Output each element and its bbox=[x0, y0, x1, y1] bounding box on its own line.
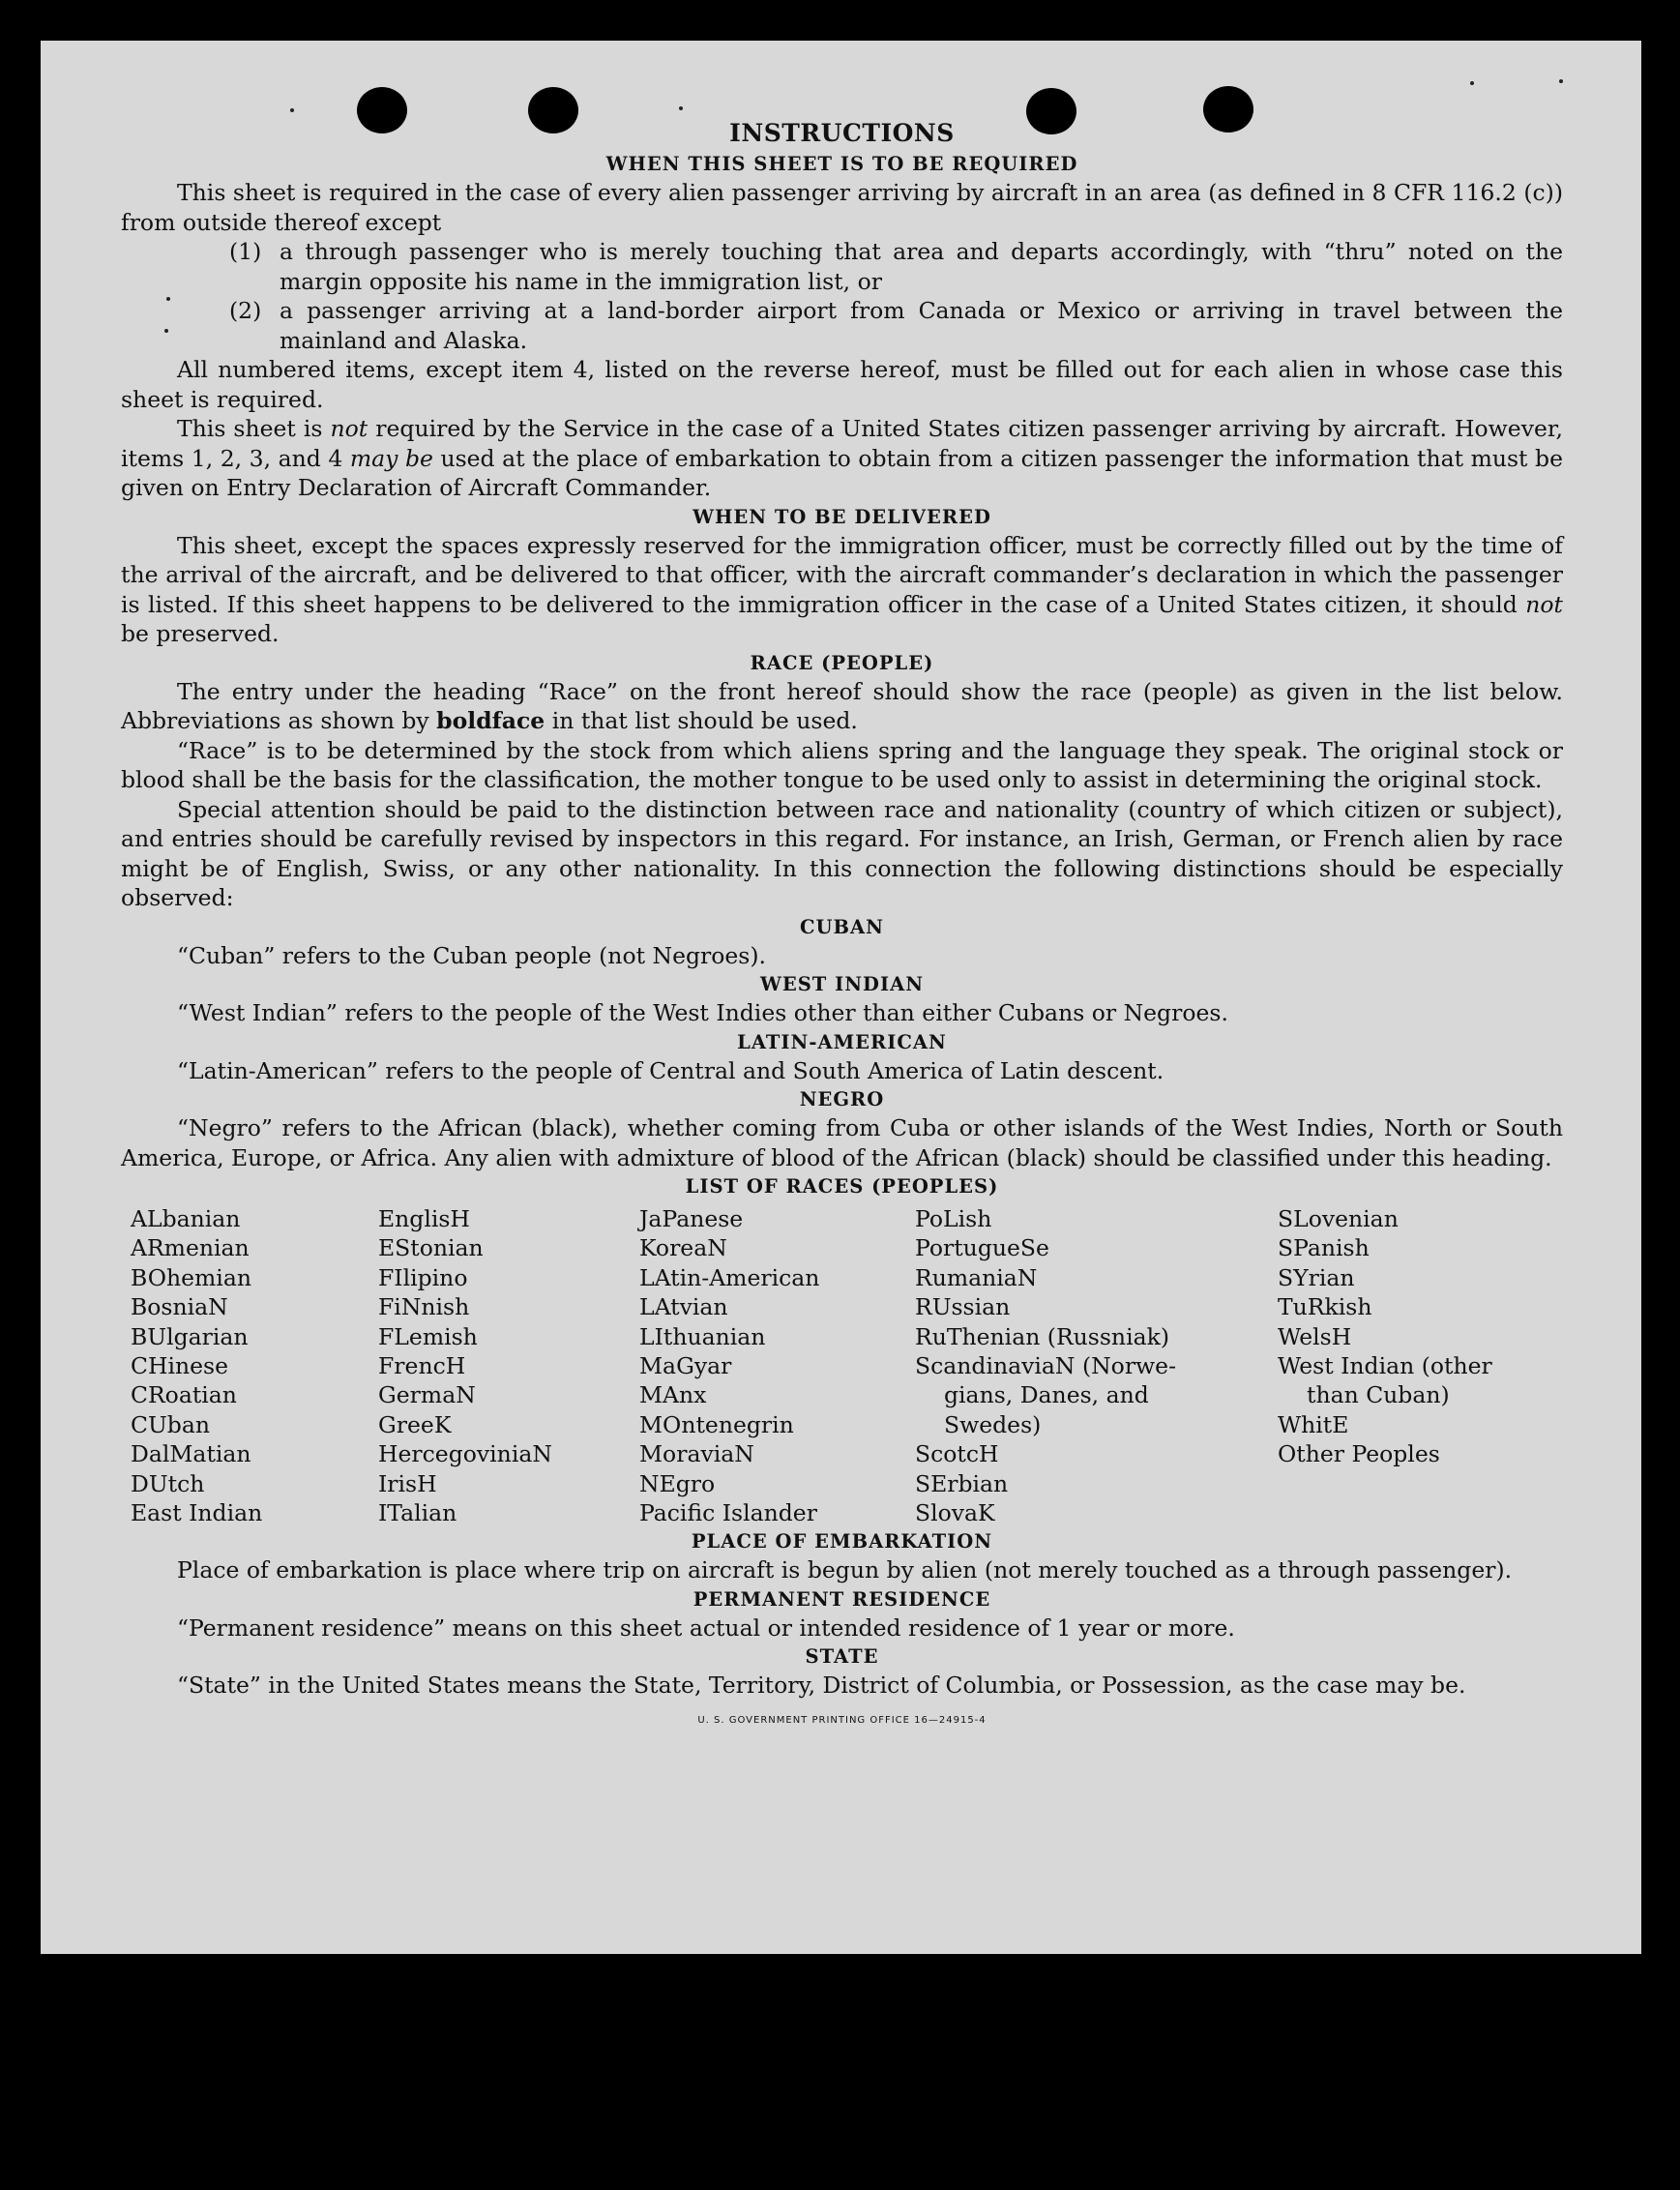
race-entry: MoraviaN bbox=[639, 1440, 754, 1468]
race-entry: NEgro bbox=[639, 1469, 716, 1497]
race-entry: SPanish bbox=[1278, 1234, 1370, 1262]
speck bbox=[1559, 79, 1563, 83]
race-entry: WelsH bbox=[1278, 1322, 1352, 1350]
paragraph-latin-american: “Latin-American” refers to the people of Central and South America of Latin descent. bbox=[177, 1056, 1164, 1084]
race-entry: ARmenian bbox=[131, 1234, 250, 1262]
race-entry: IrisH bbox=[378, 1469, 437, 1497]
heading-race: RACE (PEOPLE) bbox=[750, 651, 934, 674]
paragraph-negro: “Negro” refers to the African (black), whether coming from Cuba or other islands of the West Indies, North or South America, Europe, or Africa. Any alien with admixture of blood of the African (black) should be classified under this heading. bbox=[121, 1114, 1563, 1171]
heading-permanent-residence: PERMANENT RESIDENCE bbox=[693, 1587, 991, 1611]
race-entry: ScotcH bbox=[915, 1440, 999, 1468]
heading-state: STATE bbox=[805, 1645, 879, 1669]
race-entry: SLovenian bbox=[1278, 1205, 1399, 1232]
race-entry: RuThenian (Russniak) bbox=[915, 1322, 1169, 1350]
race-entry: PortugueSe bbox=[915, 1234, 1049, 1262]
paragraph-race-entry: The entry under the heading “Race” on the front hereof should show the race (people) as given in the list below. Abbreviations as shown by boldface in that list should be used. bbox=[121, 677, 1563, 734]
heading-embarkation: PLACE OF EMBARKATION bbox=[691, 1530, 993, 1554]
item-number: (2) bbox=[229, 297, 262, 324]
heading-west-indian: WEST INDIAN bbox=[759, 973, 925, 995]
race-entry: CRoatian bbox=[131, 1381, 237, 1409]
race-entry: SErbian bbox=[915, 1469, 1009, 1497]
race-entry: CHinese bbox=[131, 1352, 228, 1380]
document-sheet bbox=[41, 41, 1641, 1954]
race-entry: EnglisH bbox=[378, 1205, 470, 1232]
race-entry: RUssian bbox=[915, 1293, 1011, 1321]
race-entry: TuRkish bbox=[1278, 1293, 1372, 1321]
race-entry: than Cuban) bbox=[1307, 1381, 1450, 1409]
paragraph-race-definition: “Race” is to be determined by the stock from which aliens spring and the language they speak. The original stock or blood shall be the basis for the classification, the mother tongue to be used only to assist in determining the original stock. bbox=[121, 736, 1563, 793]
race-entry: Swedes) bbox=[944, 1410, 1042, 1438]
race-entry: ScandinaviaN (Norwe- bbox=[915, 1352, 1177, 1380]
race-entry: EStonian bbox=[378, 1234, 484, 1262]
race-entry: PoLish bbox=[915, 1205, 992, 1232]
heading-cuban: CUBAN bbox=[800, 915, 884, 938]
race-entry: WhitE bbox=[1278, 1410, 1349, 1438]
speck bbox=[1470, 81, 1474, 85]
paragraph-numbered-items: All numbered items, except item 4, listed on the reverse hereof, must be filled out for each alien in whose case this sheet is required. bbox=[121, 356, 1563, 413]
race-entry: FIlipino bbox=[378, 1263, 468, 1291]
race-entry: LAtin-American bbox=[639, 1263, 820, 1291]
paragraph-required-intro: This sheet is required in the case of every alien passenger arriving by aircraft in an area (as defined in 8 CFR 116.2 (c)) from outside thereof except bbox=[121, 179, 1563, 236]
race-entry: Pacific Islander bbox=[639, 1499, 817, 1527]
race-entry: West Indian (other bbox=[1278, 1352, 1492, 1380]
race-entry: GreeK bbox=[378, 1410, 452, 1438]
item-number: (1) bbox=[229, 238, 262, 265]
paragraph-delivered: This sheet, except the spaces expressly reserved for the immigration officer, must be correctly filled out by the time of the arrival of the aircraft, and be delivered to that officer, with the aircraft commander’s declaration in which the passenger is listed. If this sheet happens to be delivered to the immigration officer in the case of a United States citizen, it should not be preserved. bbox=[121, 531, 1563, 647]
races-list bbox=[131, 1204, 1563, 1527]
race-entry: HercegoviniaN bbox=[378, 1440, 552, 1468]
item-text: a passenger arriving at a land-border airport from Canada or Mexico or arriving in travel between the mainland and Alaska. bbox=[280, 297, 1563, 354]
race-entry: FiNnish bbox=[378, 1293, 470, 1321]
race-entry: FrencH bbox=[378, 1352, 466, 1380]
heading-latin-american: LATIN-AMERICAN bbox=[737, 1030, 947, 1053]
race-entry: BosniaN bbox=[131, 1293, 228, 1321]
heading-list-of-races: LIST OF RACES (PEOPLES) bbox=[685, 1175, 999, 1198]
race-entry: FLemish bbox=[378, 1322, 478, 1350]
race-entry: MAnx bbox=[639, 1381, 707, 1409]
instructions-content bbox=[121, 118, 1563, 1735]
race-entry: MaGyar bbox=[639, 1352, 732, 1380]
race-entry: DalMatian bbox=[131, 1440, 251, 1468]
printing-office-footer: U. S. GOVERNMENT PRINTING OFFICE 16—24915-4 bbox=[697, 1714, 987, 1726]
race-entry: Other Peoples bbox=[1278, 1440, 1440, 1468]
race-entry: MOntenegrin bbox=[639, 1410, 794, 1438]
race-entry: JaPanese bbox=[639, 1205, 744, 1232]
race-entry: ITalian bbox=[378, 1499, 457, 1527]
races-column bbox=[1278, 1204, 1539, 1527]
race-entry: GermaN bbox=[378, 1381, 476, 1409]
race-entry: BOhemian bbox=[131, 1263, 251, 1291]
item-text: a through passenger who is merely touching that area and departs accordingly, with “thru” noted on the margin opposite his name in the immigration list, or bbox=[280, 238, 1563, 295]
speck bbox=[290, 108, 294, 112]
race-entry: LIthuanian bbox=[639, 1322, 766, 1350]
race-entry: East Indian bbox=[131, 1499, 263, 1527]
race-entry: gians, Danes, and bbox=[944, 1381, 1149, 1409]
paragraph-residence: “Permanent residence” means on this sheet actual or intended residence of 1 year or more. bbox=[177, 1613, 1235, 1642]
speck bbox=[679, 106, 683, 110]
races-column bbox=[131, 1204, 378, 1527]
race-entry: KoreaN bbox=[639, 1234, 727, 1262]
race-entry: DUtch bbox=[131, 1469, 205, 1497]
race-entry: CUban bbox=[131, 1410, 210, 1438]
paragraph-cuban: “Cuban” refers to the Cuban people (not Negroes). bbox=[177, 941, 767, 969]
heading-negro: NEGRO bbox=[799, 1088, 885, 1110]
page-title: INSTRUCTIONS bbox=[729, 119, 955, 147]
race-entry: BUlgarian bbox=[131, 1322, 249, 1350]
heading-when-required: WHEN THIS SHEET IS TO BE REQUIRED bbox=[605, 153, 1078, 175]
paragraph-embarkation: Place of embarkation is place where trip on aircraft is begun by alien (not merely touched as a through passenger). bbox=[177, 1556, 1513, 1584]
list-item bbox=[229, 237, 1563, 296]
paragraph-state: “State” in the United States means the State, Territory, District of Columbia, or Possession, as the case may be. bbox=[177, 1672, 1466, 1700]
paragraph-race-nationality: Special attention should be paid to the distinction between race and nationality (country of which citizen or subject), and entries should be carefully revised by inspectors in this regard. For instance, an Irish, German, or French alien by race might be of English, Swiss, or any other nationality. In this connection the following distinctions should be especially observed: bbox=[121, 795, 1563, 911]
races-column bbox=[639, 1204, 915, 1527]
paragraph-citizen: This sheet is not required by the Service in the case of a United States citizen passenger arriving by aircraft. However, items 1, 2, 3, and 4 may be used at the place of embarkation to obtain from a citizen passenger the information that must be given on Entry Declaration of Aircraft Commander. bbox=[121, 415, 1563, 501]
race-entry: ALbanian bbox=[131, 1205, 241, 1232]
paragraph-west-indian: “West Indian” refers to the people of the West Indies other than either Cubans or Negroes. bbox=[177, 999, 1228, 1026]
race-entry: SlovaK bbox=[915, 1499, 995, 1527]
list-item bbox=[229, 296, 1563, 355]
race-entry: SYrian bbox=[1278, 1263, 1355, 1291]
races-column bbox=[915, 1204, 1278, 1527]
races-column bbox=[378, 1204, 639, 1527]
race-entry: LAtvian bbox=[639, 1293, 728, 1321]
race-entry: RumaniaN bbox=[915, 1263, 1038, 1291]
heading-when-delivered: WHEN TO BE DELIVERED bbox=[693, 505, 991, 528]
